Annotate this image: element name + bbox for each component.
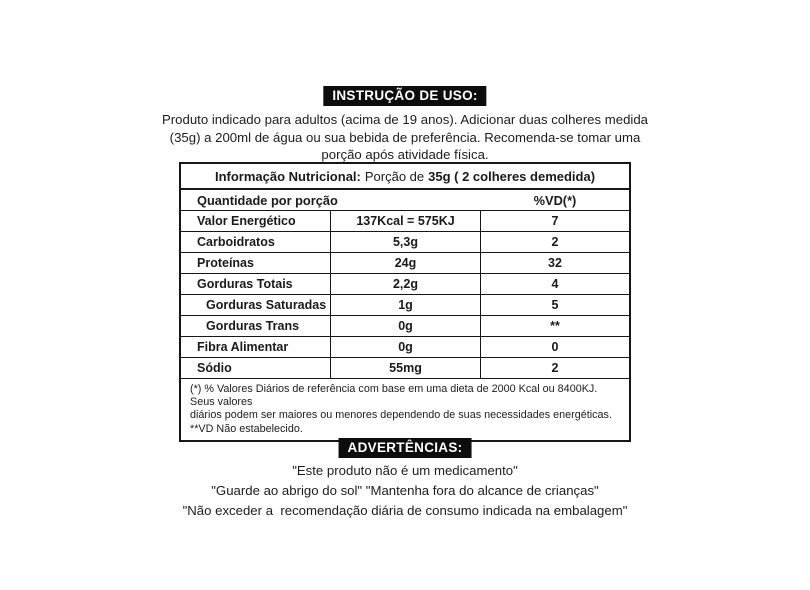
row-vd: ** [550, 319, 560, 333]
row-label: Proteínas [197, 256, 254, 270]
nutrition-table-title [181, 164, 629, 190]
instructions-line: (35g) a 200ml de água ou sua bebida de preferência. Recomenda-se tomar uma [169, 129, 641, 145]
warnings-header [339, 438, 472, 458]
row-value: 0g [330, 337, 481, 357]
instructions-header-label: INSTRUÇÃO DE USO: [332, 88, 478, 103]
footnote-line: diários podem ser maiores ou menores dependendo de suas necessidades energéticas. [190, 409, 612, 422]
row-vd: 2 [551, 361, 559, 375]
column-header-vd: %VD(*) [533, 192, 577, 208]
row-value: 0g [330, 316, 481, 336]
row-value: 137Kcal = 575KJ [330, 211, 481, 231]
row-label: Gorduras Trans [206, 319, 300, 333]
row-value: 24g [330, 253, 481, 273]
row-label: Sódio [197, 361, 232, 375]
row-vd: 0 [551, 340, 559, 354]
table-row-carboidratos [181, 232, 629, 253]
instructions-text [0, 111, 810, 164]
table-row-gorduras-totais [181, 274, 629, 295]
warnings-header-label: ADVERTÊNCIAS: [347, 440, 463, 455]
row-label: Fibra Alimentar [197, 340, 289, 354]
row-vd: 2 [551, 235, 559, 249]
warning-line: "Não exceder a recomendação diária de consumo indicada na embalagem" [182, 503, 628, 518]
instructions-header [323, 86, 486, 106]
nutrition-title-serving: 35g ( 2 colheres demedida) [428, 168, 596, 184]
row-value: 1g [330, 295, 481, 315]
footnote-line: **VD Não estabelecido. [190, 422, 303, 435]
warnings-text [0, 461, 810, 521]
row-label: Gorduras Saturadas [206, 298, 327, 312]
table-row-proteinas [181, 253, 629, 274]
row-label: Carboidratos [197, 235, 275, 249]
nutrition-column-headers [181, 190, 629, 211]
nutrition-title-portion: Porção de [364, 168, 425, 184]
row-value: 5,3g [330, 232, 481, 252]
instructions-line: Produto indicado para adultos (acima de 19 anos). Adicionar duas colheres medida [161, 112, 649, 127]
row-vd: 5 [551, 298, 559, 312]
table-row-gorduras-trans [181, 316, 629, 337]
table-footnote [181, 379, 629, 440]
nutrition-title-label: Informação Nutricional: [214, 168, 361, 184]
footnote-line: (*) % Valores Diários de referência com base em uma dieta de 2000 Kcal ou 8400KJ. Seus valores [190, 383, 598, 409]
row-label: Valor Energético [197, 214, 296, 228]
row-vd: 7 [551, 214, 559, 228]
row-value: 55mg [330, 358, 481, 378]
column-header-quantity: Quantidade por porção [197, 192, 338, 208]
nutrition-facts-table [179, 162, 631, 442]
row-vd: 32 [548, 256, 562, 270]
warning-line: "Guarde ao abrigo do sol" "Mantenha fora do alcance de crianças" [211, 483, 599, 498]
row-value: 2,2g [330, 274, 481, 294]
warning-line: "Este produto não é um medicamento" [292, 463, 518, 478]
table-row-valor-energetico [181, 211, 629, 232]
table-row-gorduras-saturadas [181, 295, 629, 316]
instructions-line: porção após atividade física. [321, 147, 489, 162]
table-row-fibra-alimentar [181, 337, 629, 358]
row-vd: 4 [551, 277, 559, 291]
table-row-sodio [181, 358, 629, 379]
row-label: Gorduras Totais [197, 277, 293, 291]
